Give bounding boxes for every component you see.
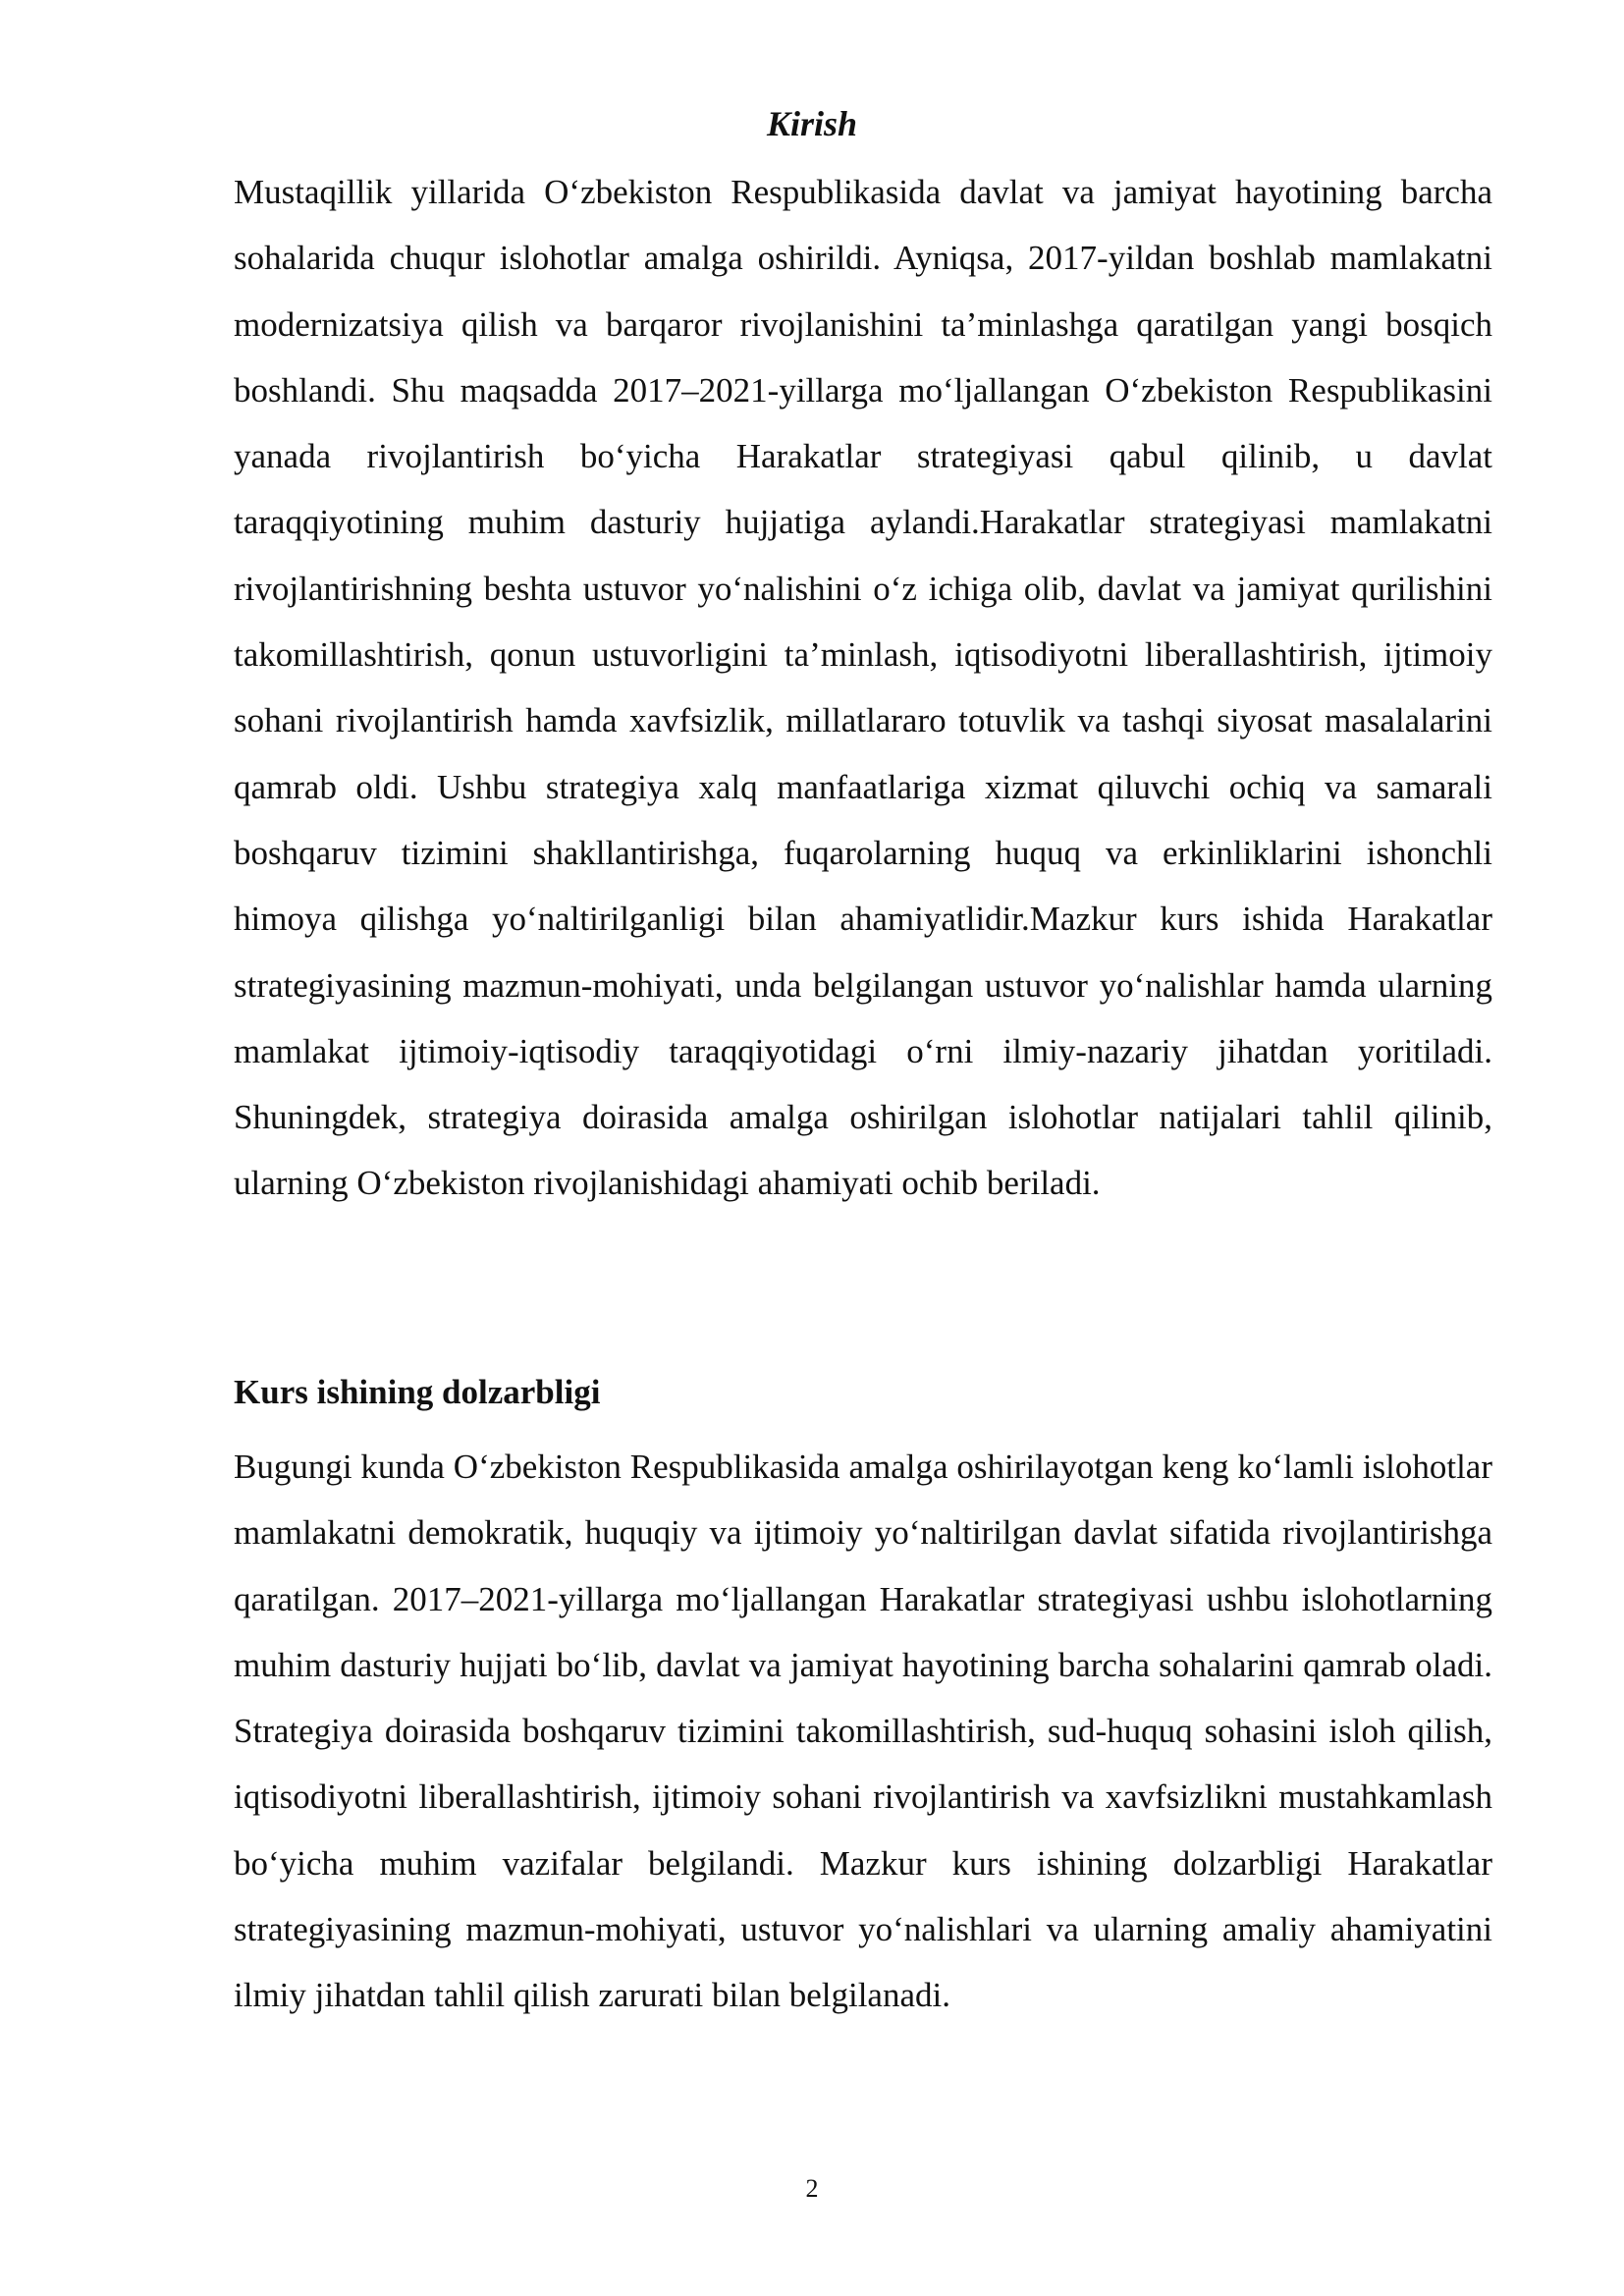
page-number: 2	[805, 2174, 819, 2203]
intro-paragraph: Mustaqillik yillarida O‘zbekiston Respublikasida davlat va jamiyat hayotining barcha sohalarida chuqur islohotlar amalga oshirildi. Ayniqsa, 2017-yildan boshlab mamlakatni modernizatsiya qilish va barqaror rivojlanishini ta’minlashga qaratilgan yangi bosqich boshlandi. Shu maqsadda 2017–2021-yillarga mo‘ljallangan O‘zbekiston Respublikasini yanada rivojlantirish bo‘yicha Harakatlar strategiyasi qabul qilinib, u davlat taraqqiyotining muhim dasturiy hujjatiga aylandi.Harakatlar strategiyasi mamlakatni rivojlantirishning beshta ustuvor yo‘nalishini o‘z ichiga olib, davlat va jamiyat qurilishini takomillashtirish, qonun ustuvorligini ta’minlash, iqtisodiyotni liberallashtirish, ijtimoiy sohani rivojlantirish hamda xavfsizlik, millatlararo totuvlik va tashqi siyosat masalalarini qamrab oldi. Ushbu strategiya xalq manfaatlariga xizmat qiluvchi ochiq va samarali boshqaruv tizimini shakllantirishga, fuqarolarning huquq va erkinliklarini ishonchli himoya qilishga yo‘naltirilganligi bilan ahamiyatlidir.Mazkur kurs ishida Harakatlar strategiyasining mazmun-mohiyati, unda belgilangan ustuvor yo‘nalishlar hamda ularning mamlakat ijtimoiy-iqtisodiy taraqqiyotidagi o‘rni ilmiy-nazariy jihatdan yoritiladi. Shuningdek, strategiya doirasida amalga oshirilgan islohotlar natijalari tahlil qilinib, ularning O‘zbekiston rivojlanishidagi ahamiyati ochib beriladi.	[234, 173, 1492, 1203]
section-heading: Kurs ishining dolzarbligi	[234, 1373, 601, 1411]
page-title: Kirish	[766, 104, 858, 143]
section-paragraph: Bugungi kunda O‘zbekiston Respublikasida amalga oshirilayotgan keng ko‘lamli islohotlar mamlakatni demokratik, huquqiy va ijtimoiy yo‘naltirilgan davlat sifatida rivojlantirishga qaratilgan. 2017–2021-yillarga mo‘ljallangan Harakatlar strategiyasi ushbu islohotlarning muhim dasturiy hujjati bo‘lib, davlat va jamiyat hayotining barcha sohalarini qamrab oladi. Strategiya doirasida boshqaruv tizimini takomillashtirish, sud-huquq sohasini isloh qilish, iqtisodiyotni liberallashtirish, ijtimoiy sohani rivojlantirish va xavfsizlikni mustahkamlash bo‘yicha muhim vazifalar belgilandi. Mazkur kurs ishining dolzarbligi Harakatlar strategiyasining mazmun-mohiyati, ustuvor yo‘nalishlari va ularning amaliy ahamiyatini ilmiy jihatdan tahlil qilish zarurati bilan belgilanadi.	[234, 1448, 1492, 2015]
